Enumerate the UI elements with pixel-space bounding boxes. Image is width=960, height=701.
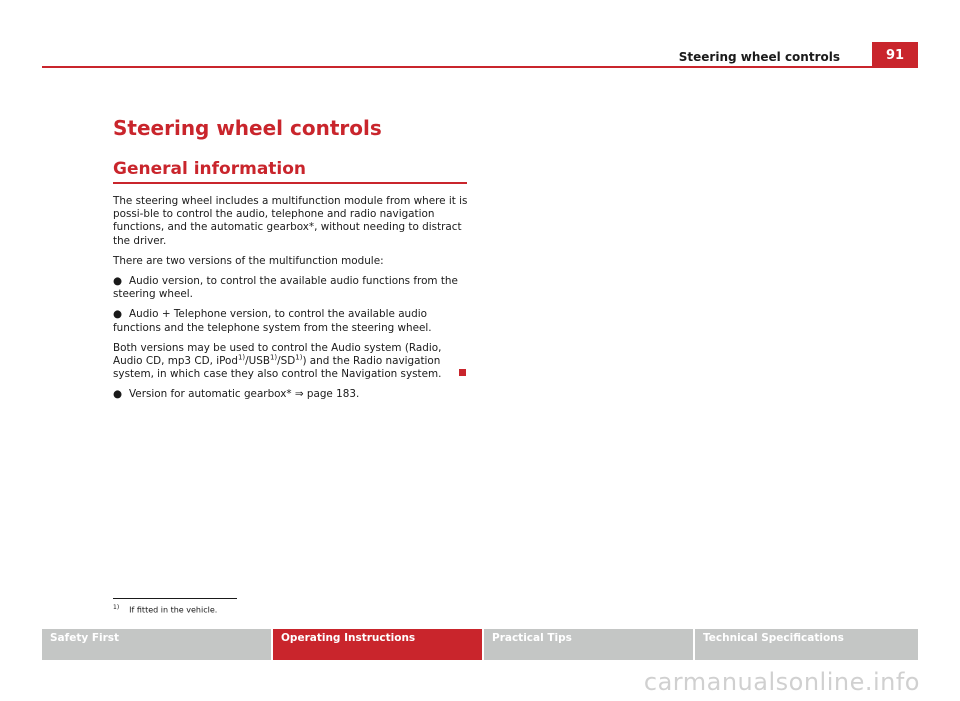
both-versions-paragraph [113, 342, 469, 382]
both-versions-text-1: Both versions may be used to control the Audio system (Radio, Audio CD, mp3 CD, iPod [113, 341, 442, 368]
subsection-rule [113, 182, 467, 184]
both-versions-text-2: ) and the Radio navigation system, in which case they also control the Navigation system. [113, 355, 442, 381]
tab-operating-instructions[interactable]: Operating Instructions [273, 629, 482, 660]
bullet-audio [113, 275, 469, 301]
bullet-text: Audio + Telephone version, to control the available audio functions and the telephone system from the steering wheel. [113, 308, 432, 334]
bullet-dot: ● [113, 308, 123, 321]
footnote-ref: 1) [269, 353, 278, 362]
watermark: carmanualsonline.info [643, 668, 920, 696]
body-text [113, 195, 469, 409]
tab-technical-specifications[interactable]: Technical Specifications [695, 629, 918, 660]
footnote-ref: 1) [237, 353, 246, 362]
versions-intro: There are two versions of the multifunction module: [113, 254, 384, 267]
bullet-dot: ● [113, 275, 123, 288]
bullet-audio-telephone [113, 308, 469, 334]
end-of-section-mark [459, 369, 466, 376]
bullet-text: Audio version, to control the available audio functions from the steering wheel. [113, 275, 458, 301]
section-title: Steering wheel controls [113, 116, 382, 140]
tab-safety-first[interactable]: Safety First [42, 629, 271, 660]
nav-tabs [42, 629, 918, 660]
subsection-title: General information [113, 159, 307, 179]
header-title: Steering wheel controls [678, 50, 840, 64]
footnote-text: If fitted in the vehicle. [129, 605, 218, 615]
header-rule [42, 66, 874, 68]
bullet-gearbox [113, 388, 469, 401]
bullet-dot: ● [113, 388, 123, 401]
gearbox-link[interactable]: Version for automatic gearbox* ⇒ page 183. [129, 388, 360, 401]
page-number: 91 [872, 42, 918, 68]
footnote-ref: 1) [295, 353, 303, 362]
sd-text: /SD [277, 355, 296, 368]
tab-practical-tips[interactable]: Practical Tips [484, 629, 693, 660]
usb-text: /USB [245, 355, 270, 368]
footnote-number: 1) [113, 604, 120, 611]
footnote [113, 604, 217, 615]
intro-paragraph: The steering wheel includes a multifunction module from where it is possi-ble to control the audio, telephone and radio navigation functions, and the automatic gearbox*, without needing to distract the driver. [113, 195, 468, 247]
footnote-rule [113, 598, 237, 599]
